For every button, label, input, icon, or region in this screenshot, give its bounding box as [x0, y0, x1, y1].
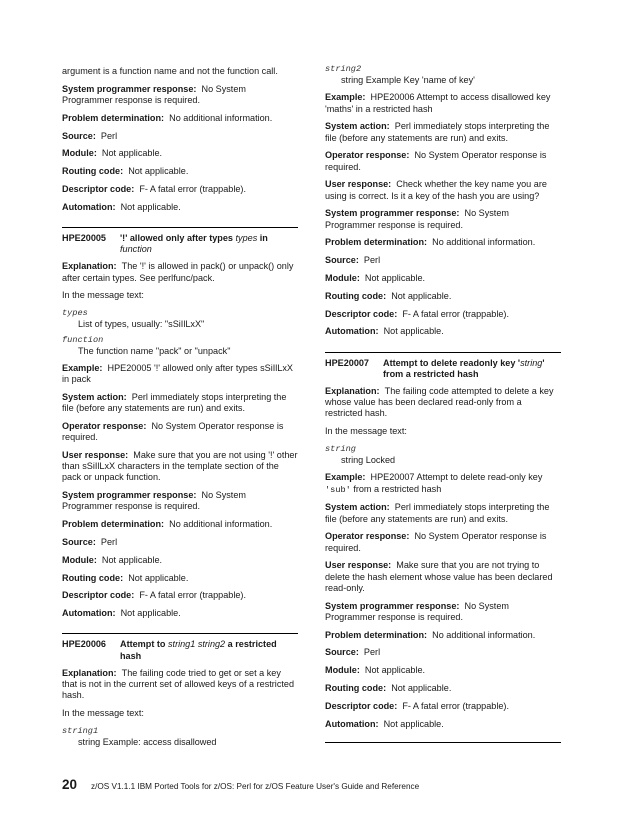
message-id: HPE20005 — [62, 232, 106, 243]
field-source: Source: Perl — [62, 130, 118, 141]
field-routing-code: Routing code: Not applicable. — [325, 290, 452, 301]
field-problem-determination: Problem determination: No additional information. — [62, 519, 273, 530]
in-message-text: In the message text: — [62, 708, 144, 718]
field-module: Module: Not applicable. — [325, 273, 426, 283]
explanation: Explanation: The '!' is allowed in pack() or unpack() only after certain types. See perlfunc/pack. — [62, 261, 294, 283]
in-message-text: In the message text: — [325, 426, 407, 437]
field-module: Module: Not applicable. — [325, 665, 426, 676]
in-message-text: In the message text: — [62, 290, 144, 301]
variable-function: function The function name "pack" or "unpack" — [62, 334, 231, 356]
message-divider — [325, 352, 561, 353]
field-descriptor-code: Descriptor code: F- A fatal error (trappable). — [325, 700, 509, 711]
message-header-hpe20006 — [62, 639, 298, 661]
message-title: Attempt to delete readonly key 'string' from a restricted hash — [383, 357, 545, 379]
field-problem-determination: Problem determination: No additional information. — [325, 237, 536, 248]
variable-string: string string Locked — [325, 444, 396, 466]
message-fields — [62, 392, 298, 619]
variable-types: types List of types, usually: "sSiIlLxX" — [62, 308, 205, 330]
field-source: Source: Perl — [62, 537, 118, 547]
field-automation: Automation: Not applicable. — [325, 326, 444, 337]
field-system-action: System action: Perl immediately stops interpreting the file (before any statements are run) and exits. — [325, 502, 550, 524]
field-problem-determination: Problem determination: No additional information. — [62, 112, 273, 123]
field-routing-code: Routing code: Not applicable. — [325, 683, 452, 693]
field-module: Module: Not applicable. — [62, 148, 163, 159]
example: Example: HPE20005 '!' allowed only after types sSiIlLxX in pack — [62, 363, 293, 385]
explanation: Explanation: The failing code attempted to delete a key whose value has been declared read-only from a restricted hash. — [325, 386, 554, 419]
example: Example: HPE20007 Attempt to delete read-only key 'sub' from a restricted hash — [325, 472, 543, 495]
field-descriptor-code: Descriptor code: F- A fatal error (trappable). — [325, 308, 509, 319]
field-routing-code: Routing code: Not applicable. — [62, 572, 189, 583]
message-title: '!' allowed only after types types in function — [120, 232, 268, 255]
page-number: 20 — [62, 777, 78, 792]
column-end-rule — [325, 742, 561, 743]
field-user-response: User response: Make sure that you are not trying to delete the hash element whose value has been declared read-only. — [325, 560, 553, 593]
message-header-hpe20007 — [325, 358, 561, 380]
message-header-hpe20005 — [62, 233, 298, 255]
field-automation: Automation: Not applicable. — [325, 718, 444, 729]
field-source: Source: Perl — [325, 647, 381, 658]
field-system-programmer-response: System programmer response: No System Programmer response is required. — [325, 208, 509, 230]
field-descriptor-code: Descriptor code: F- A fatal error (trappable). — [62, 590, 246, 601]
message-id: HPE20007 — [325, 357, 369, 368]
footer-title: z/OS V1.1.1 IBM Ported Tools for z/OS: Perl for z/OS Feature User's Guide and Reference — [91, 782, 420, 791]
field-system-programmer-response: System programmer response: No System Programmer response is required. — [62, 83, 246, 105]
field-problem-determination: Problem determination: No additional information. — [325, 629, 536, 640]
message-divider — [62, 227, 298, 228]
left-column — [62, 66, 298, 748]
field-system-programmer-response: System programmer response: No System Programmer response is required. — [62, 490, 246, 512]
field-automation: Automation: Not applicable. — [62, 608, 181, 619]
variable-string1: string1 string Example: access disallowed — [62, 725, 217, 747]
message-divider — [62, 633, 298, 634]
field-operator-response: Operator response: No System Operator response is required. — [325, 531, 547, 553]
right-column — [325, 64, 561, 743]
message-title: Attempt to string1 string2 a restricted hash — [120, 639, 277, 661]
field-operator-response: Operator response: No System Operator response is required. — [325, 150, 547, 172]
continuation-fields — [325, 92, 561, 337]
field-user-response: User response: Make sure that you are not using '!' other than sSiIlLxX characters in the template section of the pack or unpack function. — [62, 450, 298, 483]
field-automation: Automation: Not applicable. — [62, 201, 181, 212]
field-descriptor-code: Descriptor code: F- A fatal error (trappable). — [62, 183, 246, 194]
field-system-programmer-response: System programmer response: No System Programmer response is required. — [325, 600, 509, 622]
field-user-response: User response: Check whether the key name you are using is correct. Is it a key of the hash you are using? — [325, 179, 547, 201]
explanation: Explanation: The failing code tried to get or set a key that is not in the current set of allowed keys of a restricted hash. — [62, 667, 295, 701]
page-footer — [62, 777, 419, 792]
field-routing-code: Routing code: Not applicable. — [62, 166, 189, 177]
field-module: Module: Not applicable. — [62, 554, 163, 565]
message-fields — [325, 502, 561, 729]
field-system-action: System action: Perl immediately stops interpreting the file (before any statements are run) and exits. — [62, 392, 287, 414]
field-source: Source: Perl — [325, 255, 381, 266]
continuation-fields — [62, 84, 298, 213]
field-system-action: System action: Perl immediately stops interpreting the file (before any statements are run) and exits. — [325, 121, 550, 143]
field-operator-response: Operator response: No System Operator response is required. — [62, 421, 284, 443]
variable-string2: string2 string Example Key 'name of key' — [325, 64, 475, 86]
field-example: Example: HPE20006 Attempt to access disallowed key 'maths' in a restricted hash — [325, 92, 551, 114]
continuation-text: argument is a function name and not the function call. — [62, 66, 278, 76]
message-id: HPE20006 — [62, 639, 106, 650]
